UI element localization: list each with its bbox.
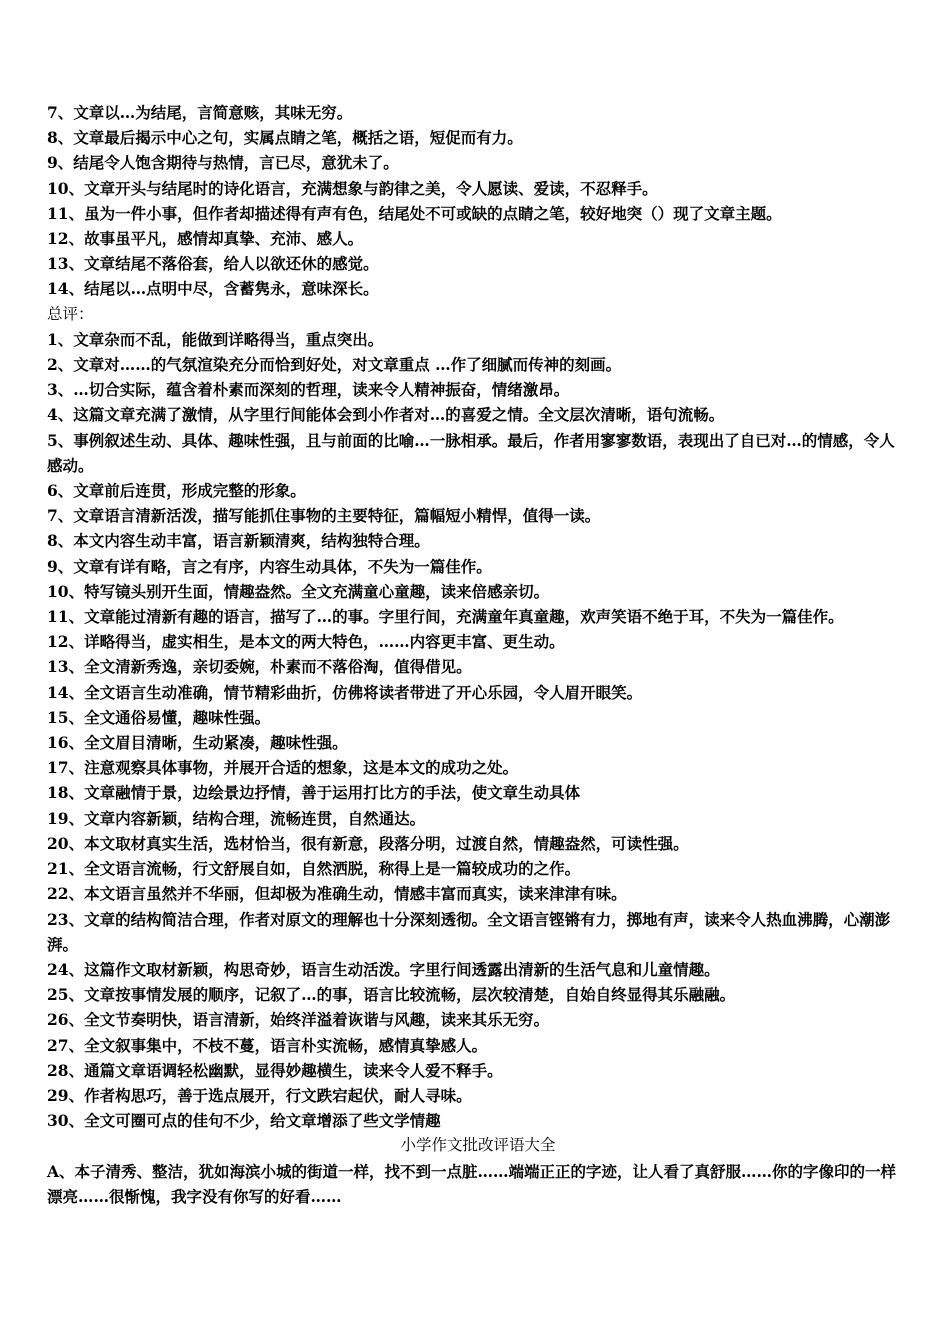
list-item: 24、这篇作文取材新颖，构思奇妙，语言生动活泼。字里行间透露出清新的生活气息和儿童情趣。 bbox=[47, 959, 720, 979]
list-item: 15、全文通俗易懂，趣味性强。 bbox=[47, 707, 271, 727]
list-item: 29、作者构思巧，善于选点展开，行文跌宕起伏，耐人寻味。 bbox=[47, 1085, 472, 1105]
section-title: 小学作文批改评语大全 bbox=[400, 1136, 556, 1155]
ending-comments bbox=[47, 100, 909, 302]
list-item: 10、文章开头与结尾时的诗化语言，充满想象与韵律之美，令人愿读、爱读，不忍释手。 bbox=[47, 178, 658, 198]
list-item: 13、文章结尾不落俗套，给人以欲还休的感觉。 bbox=[47, 254, 379, 274]
list-item: 14、结尾以…点明中尽，含蓄隽永，意味深长。 bbox=[47, 279, 379, 299]
list-item: 26、全文节奏明快，语言清新，始终洋溢着诙谐与风趣，读来其乐无穷。 bbox=[47, 1010, 550, 1030]
list-item: 9、结尾令人饱含期待与热情，言已尽，意犹未了。 bbox=[47, 153, 399, 173]
list-item: 12、故事虽平凡，感情却真挚、充沛、感人。 bbox=[47, 229, 364, 249]
list-item: 23、文章的结构简洁合理，作者对原文的理解也十分深刻透彻。全文语言铿锵有力，掷地有声，读来令人热血沸腾，心潮澎湃。 bbox=[47, 909, 891, 954]
list-item: 9、文章有详有略，言之有序，内容生动具体，不失为一篇佳作。 bbox=[47, 556, 492, 576]
summary-label: 总评： bbox=[47, 304, 94, 323]
list-item: 17、注意观察具体事物，并展开合适的想象，这是本文的成功之处。 bbox=[47, 758, 519, 778]
summary-comments bbox=[47, 327, 909, 1134]
list-item: 11、文章能过清新有趣的语言，描写了…的事。字里行间，充满童年真童趣，欢声笑语不绝于耳，不失为一篇佳作。 bbox=[47, 607, 844, 627]
list-item: 16、全文眉目清晰，生动紧凑，趣味性强。 bbox=[47, 733, 348, 753]
list-item: 7、文章语言清新活泼，描写能抓住事物的主要特征，篇幅短小精悍，值得一读。 bbox=[47, 506, 601, 526]
list-item: 1、文章杂而不乱，能做到详略得当，重点突出。 bbox=[47, 329, 384, 349]
document-page bbox=[47, 100, 909, 1209]
list-item: 12、详略得当，虚实相生，是本文的两大特色，……内容更丰富、更生动。 bbox=[47, 632, 565, 652]
list-item: 4、这篇文章充满了激情，从字里行间能体会到小作者对…的喜爱之情。全文层次清晰，语句流畅。 bbox=[47, 405, 725, 425]
list-item: 14、全文语言生动准确，情节精彩曲折，仿佛将读者带进了开心乐园，令人眉开眼笑。 bbox=[47, 682, 643, 702]
list-item: 22、本文语言虽然并不华丽，但却极为准确生动，情感丰富而真实，读来津津有味。 bbox=[47, 884, 627, 904]
section-a-paragraph: A、本子清秀、整洁，犹如海滨小城的街道一样，找不到一点脏……端端正正的字迹，让人看了真舒服……你的字像印的一样漂亮……很惭愧，我字没有你写的好看…… bbox=[47, 1161, 897, 1206]
list-item: 25、文章按事情发展的顺序，记叙了…的事，语言比较流畅，层次较清楚，自始自终显得其乐融融。 bbox=[47, 985, 736, 1005]
list-item: 13、全文清新秀逸，亲切委婉，朴素而不落俗淘，值得借见。 bbox=[47, 657, 472, 677]
list-item: 5、事例叙述生动、具体、趣味性强，且与前面的比喻…一脉相承。最后，作者用寥寥数语，表现出了自已对…的情感，令人感动。 bbox=[47, 430, 895, 475]
list-item: 7、文章以…为结尾，言简意赅，其味无穷。 bbox=[47, 103, 353, 122]
list-item: 10、特写镜头别开生面，情趣盎然。全文充满童心童趣，读来倍感亲切。 bbox=[47, 581, 550, 601]
list-item: 20、本文取材真实生活，选材恰当，很有新意，段落分明，过渡自然，情趣盎然，可读性强。 bbox=[47, 833, 689, 853]
list-item: 3、…切合实际，蕴含着朴素而深刻的哲理，读来令人精神振奋，情绪激昂。 bbox=[47, 380, 570, 400]
list-item: 30、全文可圈可点的佳句不少，给文章增添了些文学情趣 bbox=[47, 1111, 441, 1131]
list-item: 19、文章内容新颖，结构合理，流畅连贯，自然通达。 bbox=[47, 808, 426, 828]
list-item: 8、文章最后揭示中心之句，实属点睛之笔，概括之语，短促而有力。 bbox=[47, 128, 523, 148]
list-item: 2、文章对……的气氛渲染充分而恰到好处，对文章重点 …作了细腻而传神的刻画。 bbox=[47, 355, 622, 375]
list-item: 6、文章前后连贯，形成完整的形象。 bbox=[47, 481, 306, 501]
list-item: 8、本文内容生动丰富，语言新颖清爽，结构独特合理。 bbox=[47, 531, 430, 551]
list-item: 28、通篇文章语调轻松幽默，显得妙趣横生，读来令人爱不释手。 bbox=[47, 1060, 503, 1080]
list-item: 18、文章融情于景，边绘景边抒情，善于运用打比方的手法，使文章生动具体 bbox=[47, 783, 581, 803]
list-item: 21、全文语言流畅，行文舒展自如，自然洒脱，称得上是一篇较成功的之作。 bbox=[47, 859, 581, 879]
list-item: 11、虽为一件小事，但作者却描述得有声有色，结尾处不可或缺的点睛之笔，较好地突（）现了文章主题。 bbox=[47, 203, 782, 223]
list-item: 27、全文叙事集中，不枝不蔓，语言朴实流畅，感情真挚感人。 bbox=[47, 1035, 488, 1055]
